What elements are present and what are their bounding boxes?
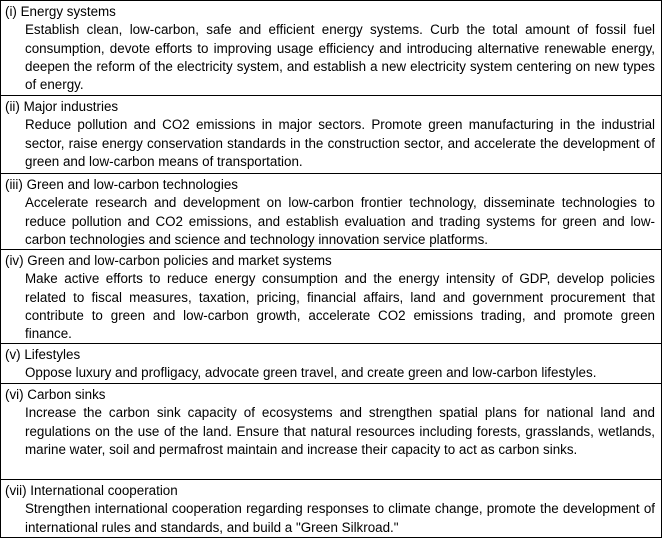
section-body: Oppose luxury and profligacy, advocate green travel, and create green and low-carbon lifestyles. (25, 365, 597, 381)
section-title: (vi) Carbon sinks (5, 387, 106, 402)
section-lifestyles (0, 343, 662, 384)
section-policies-market-systems (0, 249, 662, 344)
section-body: Establish clean, low-carbon, safe and efficient energy systems. Curb the total amount of fossil fuel consumption, devote efforts to improving usage efficiency and introducing alternative renewable energy, deepen the reform of the electricity system, and establish a new electricity system centering on new types of energy. (25, 22, 655, 93)
section-major-industries (0, 95, 662, 174)
section-body: Increase the carbon sink capacity of ecosystems and strengthen spatial plans for national land and regulations on the use of the land. Ensure that natural resources including forests, grasslands, wetlands, marine water, soil and permafrost maintain and increase their capacity to act as carbon sinks. (25, 405, 655, 457)
section-title: (iv) Green and low-carbon policies and market systems (5, 253, 332, 268)
section-title: (ii) Major industries (5, 99, 119, 114)
section-body: Reduce pollution and CO2 emissions in major sectors. Promote green manufacturing in the industrial sector, raise energy conservation standards in the construction sector, and accelerate the development of green and low-carbon means of transportation. (25, 117, 655, 169)
section-title: (i) Energy systems (5, 4, 116, 19)
section-international-cooperation (0, 479, 662, 538)
section-carbon-sinks (0, 383, 662, 480)
section-energy-systems (0, 0, 662, 96)
section-title: (iii) Green and low-carbon technologies (5, 177, 238, 192)
section-body: Strengthen international cooperation regarding responses to climate change, promote the development of international rules and standards, and build a "Green Silkroad." (25, 501, 655, 535)
section-title: (vii) International cooperation (5, 483, 178, 498)
section-green-low-carbon-technologies (0, 173, 662, 250)
section-body: Make active efforts to reduce energy consumption and the energy intensity of GDP, develop policies related to fiscal measures, taxation, pricing, financial affairs, land and government procurement that contribute to green and low-carbon growth, accelerate CO2 emissions trading, and promote green finance. (25, 271, 655, 342)
section-body: Accelerate research and development on low-carbon frontier technology, disseminate technologies to reduce pollution and CO2 emissions, and establish evaluation and trading systems for green and low-carbon technologies and science and technology innovation service platforms. (25, 195, 655, 247)
section-title: (v) Lifestyles (5, 347, 81, 362)
